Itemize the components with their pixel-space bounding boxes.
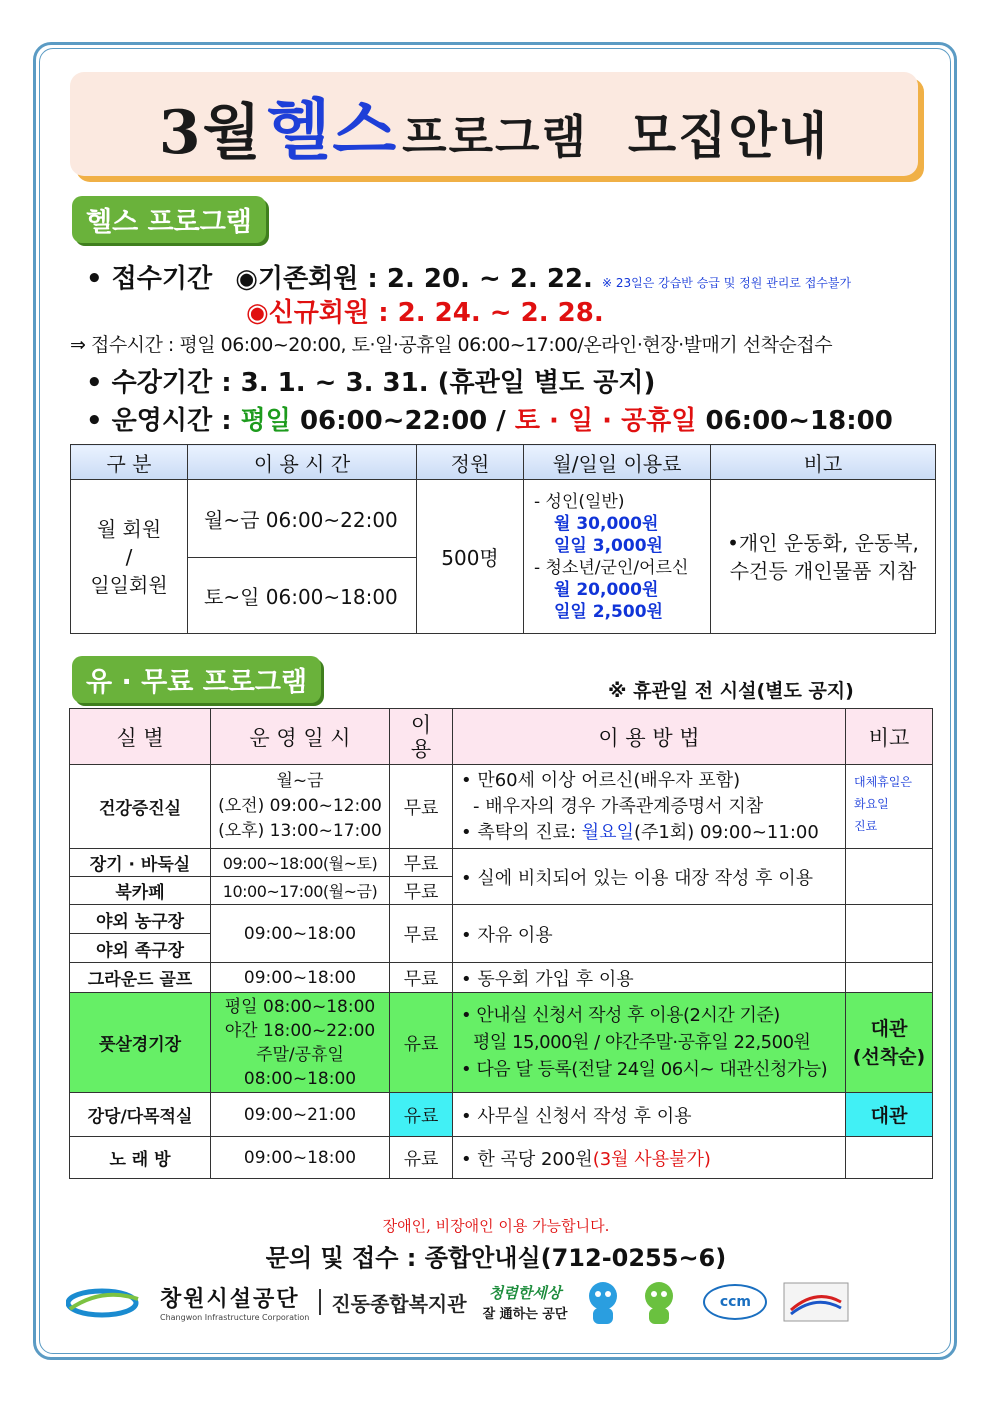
schedule-line: 주말/공휴일	[256, 1044, 344, 1065]
room-note	[846, 993, 933, 1093]
note-line: 화요일	[854, 797, 889, 811]
title-banner	[70, 72, 918, 176]
op-weekday-label: 평일	[240, 406, 291, 436]
facility-table	[69, 708, 933, 1179]
method-line: - 배우자의 경우 가족관계증명서 지참	[473, 795, 764, 817]
center-name: 진동종합복지관	[331, 1291, 467, 1316]
room-schedule	[211, 993, 390, 1093]
title-program: 프로그램	[402, 109, 588, 164]
method-line: 평일 15,000원 / 야간주말·공휴일 22,500원	[473, 1032, 811, 1053]
title-recruit: 모집안내	[627, 105, 830, 165]
room-note	[846, 849, 933, 905]
table1-header: 정원	[417, 445, 524, 480]
contact-info: 문의 및 접수 : 종합안내실(712-0255~6)	[265, 1244, 727, 1272]
header-usage: 이 용	[410, 712, 432, 761]
ccm-logo: ccm	[703, 1284, 767, 1320]
room-note	[846, 963, 933, 993]
logo-divider	[319, 1289, 321, 1315]
room-name: 노 래 방	[70, 1137, 211, 1179]
room-fee: 무료	[390, 849, 453, 877]
schedule-line: (오후) 13:00~17:00	[218, 821, 382, 841]
method-line: • 만60세 이상 어르신(배우자 포함)	[461, 769, 741, 791]
existing-member-period: ◉기존회원 : 2. 20. ~ 2. 22.	[235, 264, 593, 294]
op-weekend-time: 06:00~18:00	[705, 406, 893, 436]
note-line2: 수건등 개인물품 지참	[729, 558, 917, 583]
mascot-green-icon	[637, 1278, 681, 1326]
room-name: 그라운드 골프	[70, 963, 211, 993]
method-line: • 촉탁의 진료: 월요일(주1회) 09:00~11:00	[461, 821, 819, 843]
org-swoosh-icon	[66, 1279, 146, 1325]
category-monthly: 월 회원	[96, 516, 162, 541]
title-month: 3월	[158, 97, 263, 168]
slogan-1: 청렴한세상	[488, 1284, 562, 1302]
room-schedule: 09:00~21:00	[211, 1093, 390, 1137]
health-fee-table	[70, 444, 936, 634]
fee-adult-day: 일일 3,000원	[554, 535, 663, 556]
method-monday: 월요일	[581, 821, 634, 843]
room-note: 대관	[846, 1093, 933, 1137]
footer-logos	[66, 1278, 936, 1326]
table2-header: 비고	[846, 709, 933, 765]
slogan-logo	[483, 1282, 568, 1322]
certificate-icon	[783, 1282, 849, 1322]
method-red: (3월 사용불가)	[592, 1148, 711, 1170]
room-method: • 실에 비치되어 있는 이용 대장 작성 후 이용	[453, 849, 846, 905]
room-note	[846, 1137, 933, 1179]
room-name: 강당/다목적실	[70, 1093, 211, 1137]
method-line: • 다음 달 등록(전달 24일 06시~ 대관신청가능)	[461, 1059, 828, 1080]
schedule-line: 월~금	[276, 771, 324, 791]
room-name: 풋살경기장	[70, 993, 211, 1093]
category-daily: 일일회원	[90, 572, 168, 597]
room-method: • 사무실 신청서 작성 후 이용	[453, 1093, 846, 1137]
registration-time: ⇒ 접수시간 : 평일 06:00~20:00, 토·일·공휴일 06:00~17:00/온라인·현장·발매기 선착순접수	[70, 334, 833, 356]
new-member-period: ◉신규회원 : 2. 24. ~ 2. 28.	[246, 298, 604, 328]
room-name: 야외 농구장	[70, 905, 211, 934]
room-fee: 무료	[390, 905, 453, 963]
capacity: 500명	[417, 480, 524, 634]
room-fee: 유료	[390, 1093, 453, 1137]
free-section-label: 유 · 무료 프로그램	[72, 656, 321, 703]
room-method	[453, 765, 846, 849]
title-highlight: 헬스	[266, 90, 399, 169]
member-category	[71, 480, 188, 634]
schedule-line: 야간 18:00~22:00	[224, 1020, 376, 1041]
note-line: 진료	[854, 819, 878, 833]
schedule-line: 평일 08:00~18:00	[224, 996, 376, 1017]
room-fee: 유료	[390, 993, 453, 1093]
method-text: • 한 곡당 200원	[461, 1148, 593, 1170]
room-method	[453, 993, 846, 1093]
org-name-en: Changwon Infrastructure Corporation	[160, 1313, 310, 1322]
room-name: 건강증진실	[70, 765, 211, 849]
table2-header	[390, 709, 453, 765]
table2-header: 운 영 일 시	[211, 709, 390, 765]
table1-header: 월/일일 이용료	[524, 445, 711, 480]
health-section-label: 헬스 프로그램	[72, 196, 266, 243]
table2-header: 실 별	[70, 709, 211, 765]
note-line1: •개인 운동화, 운동복,	[727, 530, 919, 555]
page-title	[159, 77, 829, 172]
room-method: • 자유 이용	[453, 905, 846, 963]
org-name: 창원시설공단	[160, 1287, 300, 1312]
room-schedule: 09:00~18:00	[211, 963, 390, 993]
fee-adult: - 성인(일반)	[534, 491, 625, 512]
op-weekday-time: 06:00~22:00 /	[299, 406, 506, 436]
room-schedule: 09:00~18:00	[211, 905, 390, 963]
course-period-line: • 수강기간 : 3. 1. ~ 3. 31. (휴관일 별도 공지)	[86, 368, 656, 398]
note-line: 대체휴일은	[854, 775, 912, 789]
accessibility-note: 장애인, 비장애인 이용 가능합니다.	[382, 1217, 610, 1235]
reg-label: 접수기간	[111, 264, 213, 294]
category-sep: /	[125, 544, 133, 569]
room-name: 야외 족구장	[70, 934, 211, 963]
table1-header: 이 용 시 간	[188, 445, 417, 480]
op-label: 운영시간 :	[111, 406, 232, 436]
room-name: 장기 · 바둑실	[70, 849, 211, 877]
note-line: (선착순)	[852, 1045, 926, 1068]
time-weekday: 월~금 06:00~22:00	[188, 480, 417, 558]
mascot-blue-icon	[581, 1278, 625, 1326]
room-schedule: 09:00~18:00	[211, 1137, 390, 1179]
table1-header: 비고	[711, 445, 936, 480]
room-fee: 무료	[390, 765, 453, 849]
closed-note: ※ 휴관일 전 시설(별도 공지)	[608, 680, 854, 702]
health-note	[711, 480, 936, 634]
registration-line: • 접수기간 ◉기존회원 : 2. 20. ~ 2. 22. ※ 23일은 강습반 승급 및 정원 관리로 접수불가	[86, 264, 852, 294]
fee-youth: - 청소년/군인/어르신	[534, 557, 689, 578]
room-schedule: 10:00~17:00(월~금)	[211, 877, 390, 905]
room-schedule	[211, 765, 390, 849]
schedule-line: 08:00~18:00	[243, 1068, 357, 1089]
room-note	[846, 765, 933, 849]
fee-adult-month: 월 30,000원	[554, 513, 659, 534]
table2-header: 이 용 방 법	[453, 709, 846, 765]
schedule-line: (오전) 09:00~12:00	[218, 796, 382, 816]
room-name: 북카페	[70, 877, 211, 905]
org-logo	[160, 1282, 309, 1322]
room-method: • 동우회 가입 후 이용	[453, 963, 846, 993]
method-line: • 안내실 신청서 작성 후 이용(2시간 기준)	[461, 1005, 780, 1026]
slogan-2: 잘 通하는 공단	[482, 1307, 568, 1322]
fee-cell	[524, 480, 711, 634]
time-weekend: 토~일 06:00~18:00	[188, 558, 417, 634]
op-weekend-label: 토 · 일 · 공휴일	[514, 406, 697, 436]
room-method	[453, 1137, 846, 1179]
room-fee: 유료	[390, 1137, 453, 1179]
existing-note: ※ 23일은 강습반 승급 및 정원 관리로 접수불가	[601, 276, 852, 290]
operating-hours-line: • 운영시간 : 평일 06:00~22:00 / 토 · 일 · 공휴일 06:00~18:00	[86, 406, 893, 436]
fee-youth-month: 월 20,000원	[554, 579, 659, 600]
course-period: 수강기간 : 3. 1. ~ 3. 31. (휴관일 별도 공지)	[111, 368, 656, 398]
table1-header: 구 분	[71, 445, 188, 480]
room-fee: 무료	[390, 877, 453, 905]
room-fee: 무료	[390, 963, 453, 993]
room-schedule: 09:00~18:00(월~토)	[211, 849, 390, 877]
fee-youth-day: 일일 2,500원	[554, 601, 663, 622]
room-note	[846, 905, 933, 963]
note-line: 대관	[870, 1017, 908, 1040]
